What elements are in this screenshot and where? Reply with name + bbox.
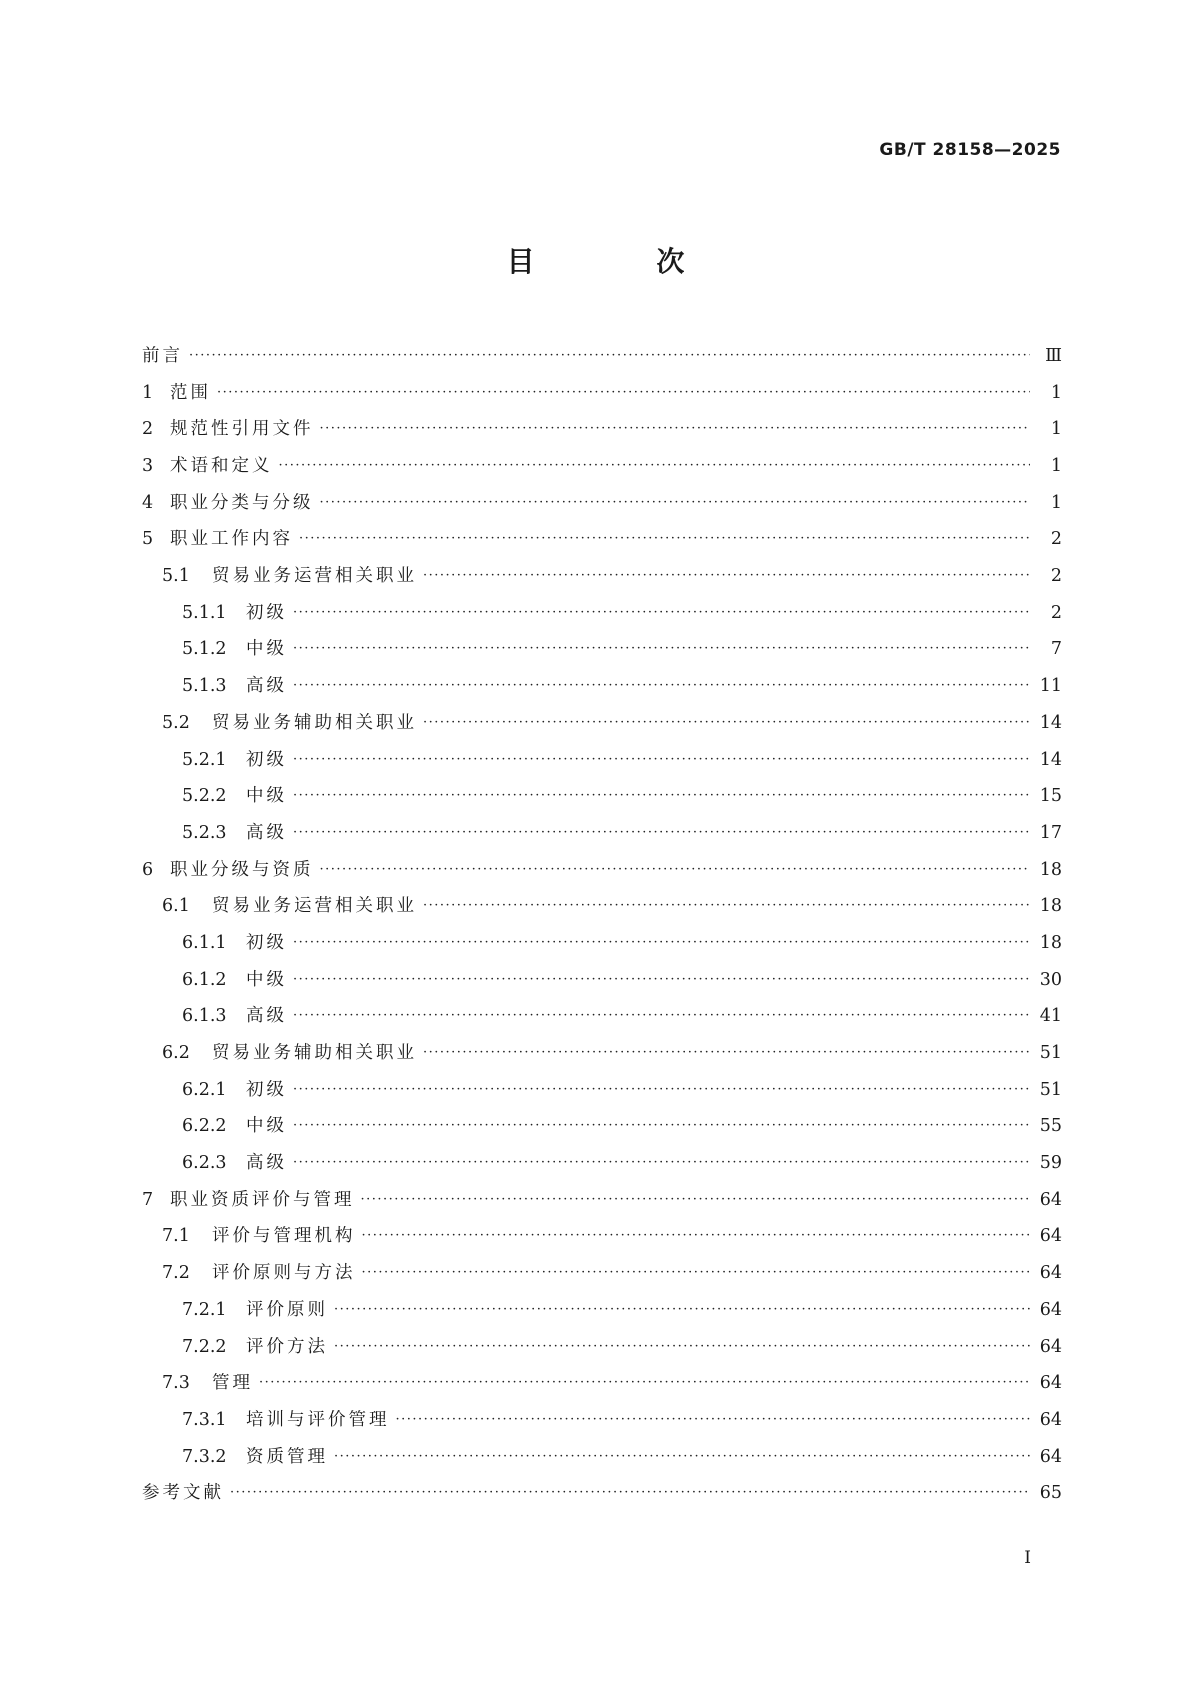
toc-dot-leader — [293, 632, 1030, 669]
toc-entry-label: 贸易业务辅助相关职业 — [212, 712, 417, 733]
toc-entry-page: 2 — [1050, 602, 1062, 623]
toc-dot-leader — [293, 742, 1030, 779]
toc-entry-page: 18 — [1039, 859, 1062, 880]
toc-entry-label: 初级 — [246, 602, 287, 623]
toc-dot-leader — [259, 1365, 1030, 1402]
toc-entry[interactable] — [142, 852, 1062, 889]
toc-entry[interactable] — [142, 742, 1062, 779]
toc-entry[interactable] — [142, 705, 1062, 742]
toc-entry[interactable] — [142, 595, 1062, 632]
toc-entry-number: 6.1.2 — [182, 969, 227, 990]
toc-entry-number: 7.2.2 — [182, 1336, 227, 1357]
toc-dot-leader — [334, 1329, 1030, 1366]
toc-entry-label: 职业工作内容 — [170, 529, 293, 550]
toc-entry-number: 7 — [142, 1189, 154, 1210]
toc-entry-number: 7.1 — [162, 1226, 190, 1247]
toc-entry-number: 5 — [142, 529, 154, 550]
toc-dot-leader — [423, 558, 1030, 595]
toc-entry-number: 7.2 — [162, 1263, 190, 1284]
toc-entry-number: 6.2.3 — [182, 1153, 227, 1174]
toc-entry-label: 职业分级与资质 — [170, 859, 314, 880]
toc-dot-leader — [396, 1402, 1031, 1439]
toc-entry-number: 6.1 — [162, 896, 190, 917]
toc-entry[interactable] — [142, 1219, 1062, 1256]
toc-entry-number: 7.3 — [162, 1373, 190, 1394]
toc-dot-leader — [230, 1475, 1030, 1512]
toc-dot-leader — [189, 338, 1030, 375]
toc-entry-label: 高级 — [246, 1153, 287, 1174]
toc-entry-page: 18 — [1039, 896, 1062, 917]
toc-dot-leader — [361, 1182, 1031, 1219]
toc-entry[interactable] — [142, 778, 1062, 815]
toc-entry[interactable] — [142, 668, 1062, 705]
toc-entry-page: 11 — [1039, 676, 1062, 697]
toc-entry[interactable] — [142, 375, 1062, 412]
toc-entry-page: 2 — [1050, 566, 1062, 587]
toc-entry-page: 7 — [1050, 639, 1062, 660]
toc-entry[interactable] — [142, 338, 1062, 375]
toc-entry-page: Ⅲ — [1045, 345, 1062, 366]
toc-entry-label: 评价与管理机构 — [212, 1226, 356, 1247]
toc-dot-leader — [320, 485, 1031, 522]
toc-entry[interactable] — [142, 485, 1062, 522]
toc-entry-page: 1 — [1050, 382, 1062, 403]
toc-entry-page: 14 — [1039, 749, 1062, 770]
toc-entry-page: 30 — [1039, 969, 1062, 990]
toc-entry-label: 术语和定义 — [170, 456, 273, 477]
toc-entry-number: 5.1.3 — [182, 676, 227, 697]
toc-entry-label: 高级 — [246, 822, 287, 843]
toc-entry-number: 7.3.2 — [182, 1446, 227, 1467]
toc-entry-page: 41 — [1039, 1006, 1062, 1027]
toc-dot-leader — [334, 1439, 1030, 1476]
toc-dot-leader — [362, 1255, 1031, 1292]
toc-entry-page: 17 — [1039, 822, 1062, 843]
toc-entry-page: 64 — [1039, 1446, 1062, 1467]
toc-entry-label: 贸易业务运营相关职业 — [212, 566, 417, 587]
table-of-contents — [142, 338, 1062, 1512]
toc-entry-page: 15 — [1039, 786, 1062, 807]
toc-entry-page: 18 — [1039, 932, 1062, 953]
toc-entry[interactable] — [142, 1439, 1062, 1476]
toc-entry-label: 初级 — [246, 1079, 287, 1100]
toc-entry[interactable] — [142, 411, 1062, 448]
toc-title: 目 次 — [506, 245, 741, 278]
toc-entry[interactable] — [142, 1255, 1062, 1292]
toc-entry-label: 培训与评价管理 — [246, 1409, 390, 1430]
page-folio: I — [1024, 1548, 1031, 1568]
toc-entry-label: 前言 — [142, 345, 183, 366]
toc-entry-page: 51 — [1039, 1043, 1062, 1064]
toc-entry-number: 5.2.2 — [182, 786, 227, 807]
toc-entry-label: 贸易业务运营相关职业 — [212, 896, 417, 917]
toc-entry-label: 中级 — [246, 639, 287, 660]
toc-entry-number: 6.2.2 — [182, 1116, 227, 1137]
toc-entry-page: 64 — [1039, 1373, 1062, 1394]
toc-entry-page: 2 — [1050, 529, 1062, 550]
toc-entry[interactable] — [142, 925, 1062, 962]
toc-entry-number: 6.2.1 — [182, 1079, 227, 1100]
toc-entry-number: 5.2 — [162, 712, 190, 733]
toc-entry-label: 参考文献 — [142, 1483, 224, 1504]
toc-entry-number: 7.3.1 — [182, 1409, 227, 1430]
toc-entry-label: 职业资质评价与管理 — [170, 1189, 355, 1210]
toc-entry-page: 64 — [1039, 1409, 1062, 1430]
toc-dot-leader — [293, 778, 1030, 815]
toc-entry-number: 6.2 — [162, 1043, 190, 1064]
toc-entry-number: 5.2.3 — [182, 822, 227, 843]
toc-entry[interactable] — [142, 1145, 1062, 1182]
toc-entry[interactable] — [142, 448, 1062, 485]
toc-dot-leader — [293, 925, 1030, 962]
toc-entry-number: 5.2.1 — [182, 749, 227, 770]
toc-entry-page: 64 — [1039, 1189, 1062, 1210]
toc-entry-page: 59 — [1039, 1153, 1062, 1174]
toc-entry[interactable] — [142, 558, 1062, 595]
toc-dot-leader — [334, 1292, 1030, 1329]
toc-entry[interactable] — [142, 632, 1062, 669]
toc-entry-page: 64 — [1039, 1263, 1062, 1284]
toc-entry[interactable] — [142, 1108, 1062, 1145]
toc-entry-number: 6.1.3 — [182, 1006, 227, 1027]
toc-dot-leader — [423, 888, 1030, 925]
toc-dot-leader — [279, 448, 1031, 485]
toc-entry-label: 初级 — [246, 932, 287, 953]
toc-dot-leader — [293, 1072, 1030, 1109]
toc-entry[interactable] — [142, 1035, 1062, 1072]
toc-entry-label: 中级 — [246, 786, 287, 807]
toc-entry-page: 1 — [1050, 456, 1062, 477]
toc-entry-number: 6 — [142, 859, 154, 880]
toc-entry-page: 51 — [1039, 1079, 1062, 1100]
toc-entry-number: 1 — [142, 382, 154, 403]
toc-dot-leader — [320, 852, 1031, 889]
toc-entry-label: 初级 — [246, 749, 287, 770]
toc-entry-number: 7.2.1 — [182, 1299, 227, 1320]
toc-entry-number: 2 — [142, 419, 154, 440]
toc-entry[interactable] — [142, 888, 1062, 925]
toc-entry-label: 中级 — [246, 1116, 287, 1137]
toc-dot-leader — [423, 1035, 1030, 1072]
toc-dot-leader — [293, 962, 1030, 999]
toc-entry-label: 评价原则与方法 — [212, 1263, 356, 1284]
toc-dot-leader — [293, 998, 1030, 1035]
toc-entry-page: 1 — [1050, 419, 1062, 440]
toc-entry-label: 评价方法 — [246, 1336, 328, 1357]
toc-entry-number: 3 — [142, 456, 154, 477]
toc-entry-label: 评价原则 — [246, 1299, 328, 1320]
toc-entry-number: 5.1.2 — [182, 639, 227, 660]
toc-entry-page: 1 — [1050, 492, 1062, 513]
toc-entry-number: 5.1 — [162, 566, 190, 587]
toc-entry-page: 64 — [1039, 1336, 1062, 1357]
toc-entry[interactable] — [142, 962, 1062, 999]
toc-entry-number: 4 — [142, 492, 154, 513]
toc-dot-leader — [293, 668, 1030, 705]
toc-entry[interactable] — [142, 1329, 1062, 1366]
toc-entry-label: 管理 — [212, 1373, 253, 1394]
toc-entry-label: 高级 — [246, 676, 287, 697]
toc-dot-leader — [299, 521, 1030, 558]
toc-dot-leader — [217, 375, 1030, 412]
toc-entry[interactable] — [142, 1072, 1062, 1109]
toc-entry-number: 5.1.1 — [182, 602, 227, 623]
toc-entry-label: 资质管理 — [246, 1446, 328, 1467]
toc-entry-page: 14 — [1039, 712, 1062, 733]
toc-dot-leader — [320, 411, 1031, 448]
toc-entry-label: 中级 — [246, 969, 287, 990]
toc-dot-leader — [293, 1145, 1030, 1182]
toc-entry-label: 高级 — [246, 1006, 287, 1027]
toc-dot-leader — [423, 705, 1030, 742]
toc-entry-label: 规范性引用文件 — [170, 419, 314, 440]
toc-entry[interactable] — [142, 1292, 1062, 1329]
toc-entry[interactable] — [142, 1182, 1062, 1219]
toc-entry[interactable] — [142, 998, 1062, 1035]
toc-entry[interactable] — [142, 521, 1062, 558]
toc-entry-label: 职业分类与分级 — [170, 492, 314, 513]
toc-entry-label: 贸易业务辅助相关职业 — [212, 1043, 417, 1064]
toc-entry-label: 范围 — [170, 382, 211, 403]
toc-entry[interactable] — [142, 1365, 1062, 1402]
document-code: GB/T 28158—2025 — [879, 140, 1061, 160]
toc-entry[interactable] — [142, 1402, 1062, 1439]
toc-entry[interactable] — [142, 1475, 1062, 1512]
toc-entry-page: 64 — [1039, 1299, 1062, 1320]
toc-entry[interactable] — [142, 815, 1062, 852]
toc-entry-number: 6.1.1 — [182, 932, 227, 953]
toc-dot-leader — [293, 595, 1030, 632]
toc-entry-page: 65 — [1039, 1483, 1062, 1504]
toc-dot-leader — [362, 1219, 1031, 1256]
toc-entry-page: 55 — [1039, 1116, 1062, 1137]
toc-dot-leader — [293, 815, 1030, 852]
toc-dot-leader — [293, 1108, 1030, 1145]
toc-entry-page: 64 — [1039, 1226, 1062, 1247]
